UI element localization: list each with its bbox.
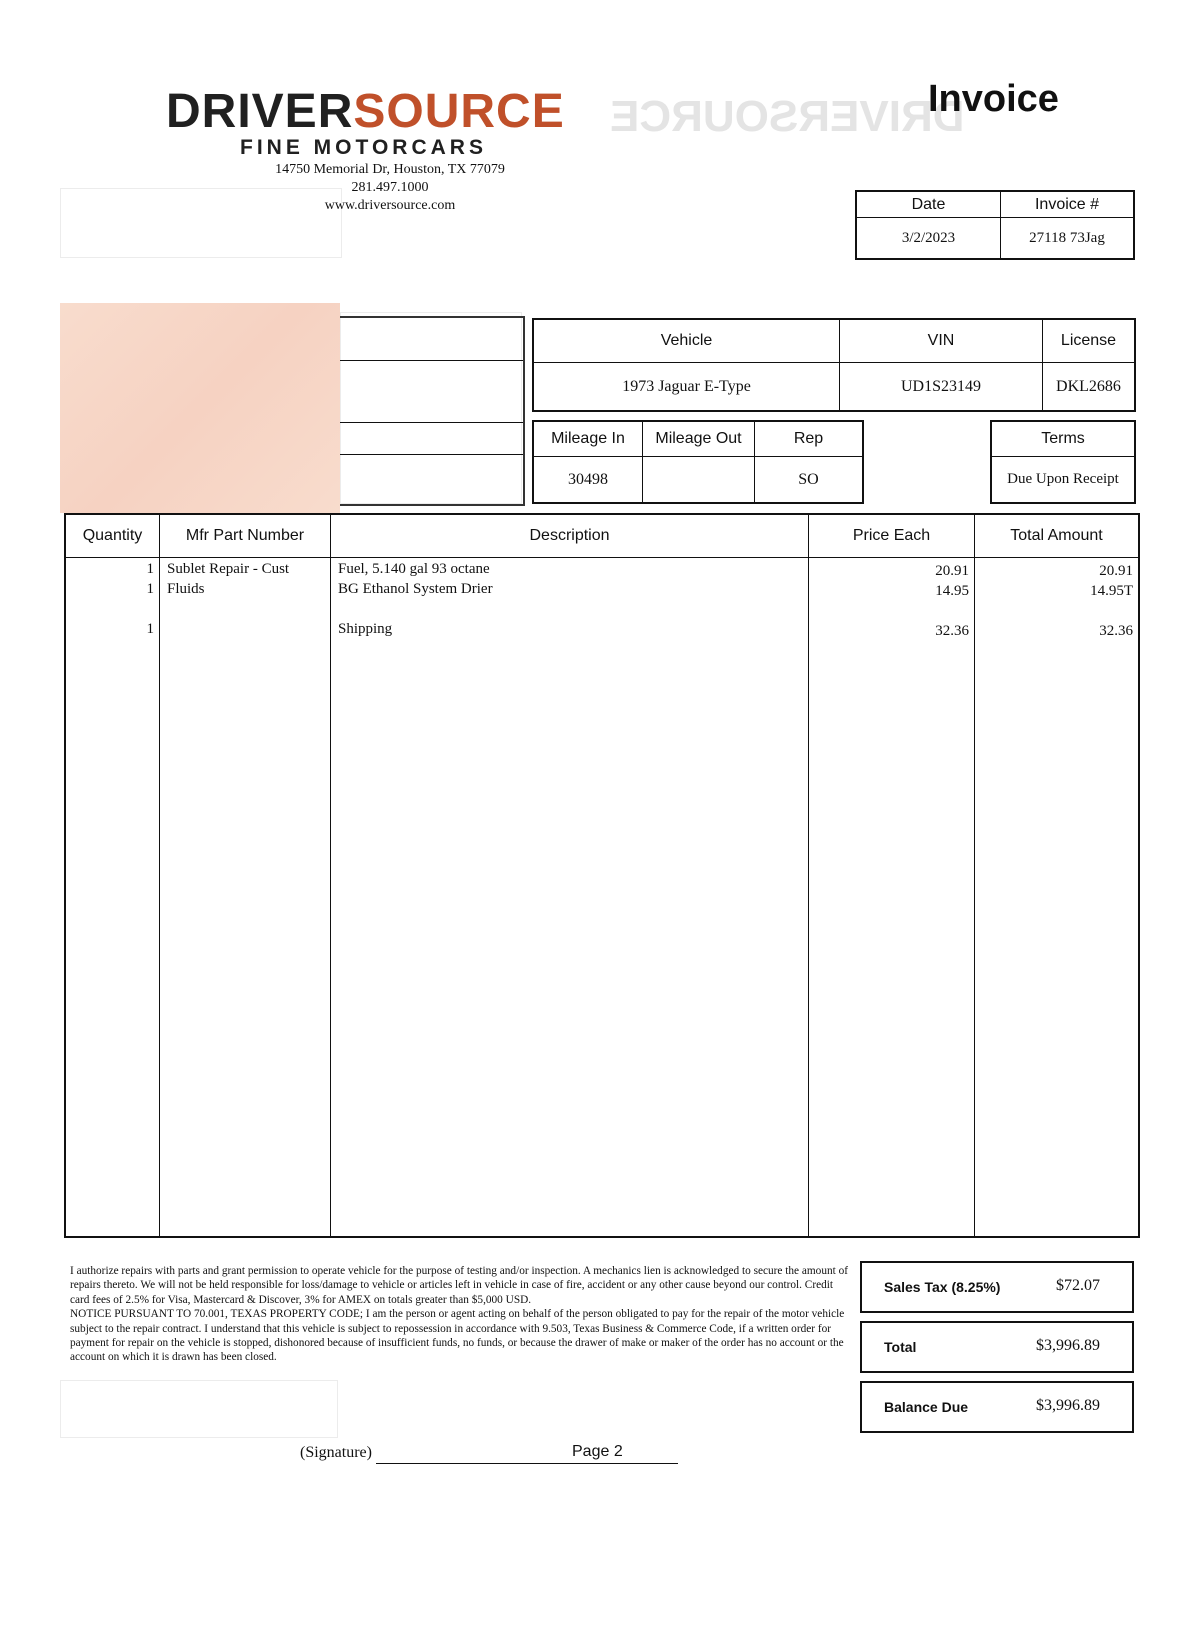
row-price: 20.91 bbox=[935, 563, 969, 579]
company-phone: 281.497.1000 bbox=[351, 180, 429, 195]
rep-value: SO bbox=[798, 470, 819, 488]
balance-due-value: $3,996.89 bbox=[1036, 1397, 1100, 1414]
legal-terms bbox=[70, 1264, 850, 1365]
total-value: $3,996.89 bbox=[1036, 1337, 1100, 1354]
vin-value: UD1S23149 bbox=[900, 377, 981, 395]
signature-line bbox=[376, 1463, 678, 1464]
invoice-number: 27118 73Jag bbox=[1029, 229, 1105, 246]
customer-outline bbox=[340, 316, 525, 506]
date-label: Date bbox=[911, 195, 946, 213]
mileage-out-value bbox=[643, 457, 754, 502]
col-header-part-number: Mfr Part Number bbox=[185, 527, 305, 544]
invoice-date: 3/2/2023 bbox=[901, 229, 956, 246]
license-value: DKL2686 bbox=[1056, 377, 1121, 395]
row-quantity: 1 bbox=[146, 561, 154, 577]
redacted-customer-info bbox=[60, 303, 340, 513]
mileage-in-label: Mileage In bbox=[551, 430, 625, 447]
sales-tax-label: Sales Tax (8.25%) bbox=[884, 1279, 1001, 1295]
page-number: Page 2 bbox=[572, 1443, 623, 1460]
row-total: 14.95T bbox=[1090, 583, 1133, 599]
row-quantity: 1 bbox=[146, 581, 154, 597]
row-description: Shipping bbox=[338, 621, 393, 637]
invoice-number-label: Invoice # bbox=[1034, 195, 1100, 213]
line-items-table bbox=[64, 513, 1140, 1238]
row-part-number: Sublet Repair - Cust bbox=[167, 561, 290, 577]
notice-text: NOTICE PURSUANT TO 70.001, TEXAS PROPERTY CODE; I am the person or agent acting on behalf of the person obligated to pay for the repair of the motor vehicle subject to the repair contract. I understand that this vehicle is subject to repossession in accordance with 9.503, Texas Business & Commerce Code, if a written order for payment for repair on the vehicle is stopped, dishonored because of insufficient funds, no funds, or because the drawer of make or maker of the order has no account or the account on which it is drawn has been closed. bbox=[70, 1308, 845, 1364]
mileage-in-value: 30498 bbox=[568, 470, 608, 488]
signature-label: (Signature) bbox=[300, 1444, 372, 1461]
invoice-meta-box bbox=[855, 190, 1135, 260]
balance-due-label: Balance Due bbox=[884, 1399, 969, 1415]
vin-label: VIN bbox=[927, 332, 955, 349]
company-website: www.driversource.com bbox=[324, 198, 456, 213]
row-price: 32.36 bbox=[935, 623, 969, 639]
row-description: BG Ethanol System Drier bbox=[338, 581, 493, 597]
page-title: Invoice bbox=[928, 78, 1059, 120]
terms-label: Terms bbox=[1041, 430, 1085, 447]
col-header-price-each: Price Each bbox=[852, 527, 931, 544]
row-part-number: Fluids bbox=[167, 581, 205, 597]
row-total: 32.36 bbox=[1099, 623, 1133, 639]
vehicle-box bbox=[532, 318, 1136, 412]
col-header-quantity: Quantity bbox=[82, 527, 143, 544]
vehicle-value: 1973 Jaguar E-Type bbox=[622, 377, 751, 395]
terms-value: Due Upon Receipt bbox=[1007, 471, 1119, 487]
company-logo: DRIVERSOURCE bbox=[166, 85, 565, 138]
total-box bbox=[860, 1321, 1134, 1373]
row-total: 20.91 bbox=[1099, 563, 1133, 579]
vehicle-label: Vehicle bbox=[660, 332, 713, 349]
bleed-through-logo: DRIVERSOURCE bbox=[610, 92, 965, 141]
bleed-through-box bbox=[60, 1380, 338, 1438]
mileage-box bbox=[532, 420, 864, 504]
company-tagline: FINE MOTORCARS bbox=[240, 136, 487, 159]
authorization-text: I authorize repairs with parts and grant permission to operate vehicle for the purpose of testing and/or inspection. A mechanics lien is acknowledged to secure the amount of repairs thereto. We will not be held responsible for loss/damage to vehicle or articles left in vehicle in case of fire, accident or any other cause beyond our control. Credit card fees of 2.5% for Visa, Mastercard & Discover, 3% for AMEX on totals greater than $5,000 USD. bbox=[70, 1265, 848, 1306]
sales-tax-value: $72.07 bbox=[1056, 1277, 1100, 1294]
sales-tax-box bbox=[860, 1261, 1134, 1313]
col-header-description: Description bbox=[529, 527, 610, 544]
col-header-total-amount: Total Amount bbox=[1010, 527, 1103, 544]
company-address: 14750 Memorial Dr, Houston, TX 77079 bbox=[275, 162, 505, 177]
row-price: 14.95 bbox=[935, 583, 969, 599]
row-quantity: 1 bbox=[146, 621, 154, 637]
mileage-out-label: Mileage Out bbox=[655, 430, 742, 447]
row-description: Fuel, 5.140 gal 93 octane bbox=[338, 561, 490, 577]
balance-due-box bbox=[860, 1381, 1134, 1433]
terms-box bbox=[990, 420, 1136, 504]
total-label: Total bbox=[884, 1339, 917, 1355]
license-label: License bbox=[1060, 332, 1117, 349]
rep-label: Rep bbox=[793, 430, 824, 447]
